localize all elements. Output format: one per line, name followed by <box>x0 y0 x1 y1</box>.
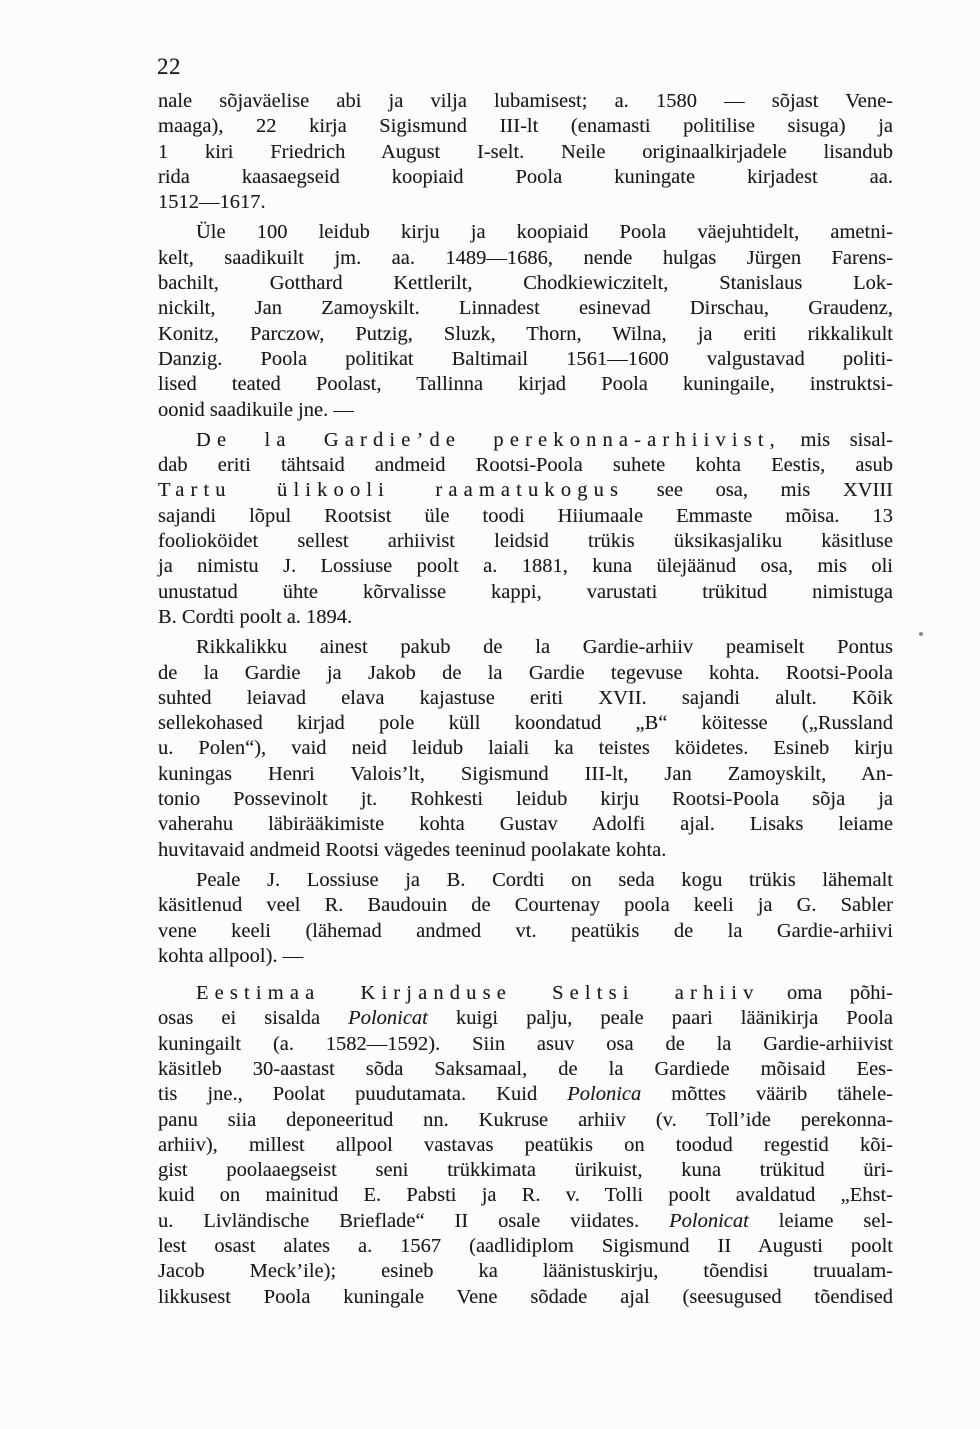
text-line <box>158 1057 893 1082</box>
text-line <box>158 838 893 863</box>
text-line <box>158 661 893 686</box>
text-line <box>158 271 893 296</box>
text-line <box>158 981 893 1006</box>
text-line <box>158 504 893 529</box>
text-line <box>158 554 893 579</box>
text-line <box>158 868 893 893</box>
text-line <box>158 1032 893 1057</box>
text-segment: sellekohased kirjad pole küll koondatud „B“ köitesse („Russland <box>158 712 893 735</box>
text-segment: kuningas Henri Valois’lt, Sigismund III-lt, Jan Zamoyskilt, An- <box>158 762 893 785</box>
text-segment: suhted leiavad elava kajastuse eriti XVII. sajandi alult. Kõik <box>158 686 893 709</box>
text-segment: tis jne., Poolat puudutamata. Kuid <box>158 1083 568 1106</box>
text-segment: likkusest Poola kuningale Vene sõdade ajal (seesugused tõendised <box>158 1285 893 1308</box>
letterspaced-text: Eestimaa Kirjanduse Seltsi arhiiv <box>196 982 760 1005</box>
text-segment: käsitlenud veel R. Baudouin de Courtenay poola keeli ja G. Sabler <box>158 894 893 917</box>
text-line <box>158 1133 893 1158</box>
text-line <box>158 580 893 605</box>
text-segment: mis sisal- <box>780 428 893 451</box>
text-segment: foolioköidet sellest arhiivist leidsid trükis üksikasjaliku käsitluse <box>158 530 893 553</box>
text-line <box>158 398 893 423</box>
letterspaced-text: De la Gardie’de perekonna-arhiivist, <box>196 428 781 451</box>
text-segment: u. Livländische Brieflade“ II osale viidates. <box>158 1209 670 1232</box>
text-segment: käsitleb 30-aastast sõda Saksamaal, de la Gardiede mõisaid Ees- <box>158 1057 893 1080</box>
text-segment: Jacob Meck’ile); esineb ka läänistuskirju, tõendisi truualam- <box>158 1260 893 1283</box>
text-segment: arhiiv), millest allpool vastavas peatükis on toodud regestid kõi- <box>158 1133 893 1156</box>
text-line <box>158 1209 893 1234</box>
scan-speck <box>919 632 923 636</box>
text-line <box>158 322 893 347</box>
text-line <box>158 114 893 139</box>
text-segment: kohta allpool). — <box>158 944 304 967</box>
text-line <box>158 711 893 736</box>
text-line <box>158 140 893 165</box>
italic-text: Polonicat <box>348 1007 428 1030</box>
text-segment: kelt, saadikuilt jm. aa. 1489—1686, nende hulgas Jürgen Farens- <box>158 246 893 269</box>
text-line <box>158 1285 893 1310</box>
text-line <box>158 347 893 372</box>
paragraph <box>158 220 893 422</box>
text-line <box>158 893 893 918</box>
text-segment: kuigi palju, peale paari läänikirja Poola <box>427 1007 893 1030</box>
text-segment: vaherahu läbirääkimiste kohta Gustav Adolfi ajal. Lisaks leiame <box>158 813 893 836</box>
text-segment: dab eriti tähtsaid andmeid Rootsi-Poola suhete kohta Eestis, asub <box>158 454 893 477</box>
text-line <box>158 372 893 397</box>
text-line <box>158 246 893 271</box>
text-line <box>158 787 893 812</box>
text-segment: Üle 100 leidub kirju ja koopiaid Poola väejuhtidelt, ametni- <box>196 221 893 244</box>
text-segment: 1 kiri Friedrich August I-selt. Neile originaalkirjadele lisandub <box>158 140 893 163</box>
text-segment: nickilt, Jan Zamoyskilt. Linnadest esinevad Dirschau, Graudenz, <box>158 297 893 320</box>
text-segment: lised teated Poolast, Tallinna kirjad Poola kuningaile, instruktsi- <box>158 373 893 396</box>
text-line <box>158 428 893 453</box>
text-line <box>158 1082 893 1107</box>
text-segment: rida kaasaegseid koopiaid Poola kuningate kirjadest aa. <box>158 165 893 188</box>
text-line <box>158 529 893 554</box>
text-segment: B. Cordti poolt a. 1894. <box>158 605 353 628</box>
page-number: 22 <box>157 54 181 79</box>
text-line <box>158 296 893 321</box>
paragraph <box>158 635 893 863</box>
text-segment: Danzig. Poola politikat Baltimail 1561—1600 valgustavad politi- <box>158 347 893 370</box>
text-line <box>158 1108 893 1133</box>
text-line <box>158 89 893 114</box>
text-segment: osas ei sisalda <box>158 1007 349 1030</box>
text-line <box>158 1183 893 1208</box>
text-line <box>158 190 893 215</box>
text-segment: leiame sel- <box>748 1209 893 1232</box>
italic-text: Polonicat <box>669 1209 749 1232</box>
text-line <box>158 686 893 711</box>
text-line <box>158 453 893 478</box>
text-line <box>158 478 893 503</box>
text-segment: vene keeli (lähemad andmed vt. peatükis de la Gardie-arhiivi <box>158 919 893 942</box>
text-segment: oma põhi- <box>759 982 893 1005</box>
paragraph <box>158 868 893 969</box>
text-segment: ja nimistu J. Lossiuse poolt a. 1881, kuna ülejäänud osa, mis oli <box>158 555 893 578</box>
text-segment: Rikkalikku ainest pakub de la Gardie-arhiiv peamiselt Pontus <box>196 636 893 659</box>
text-segment: u. Polen“), vaid neid leidub laiali ka teistes köidetes. Esineb kirju <box>158 737 893 760</box>
text-segment: Peale J. Lossiuse ja B. Cordti on seda kogu trükis lähemalt <box>196 868 893 891</box>
letterspaced-text: Tartu ülikooli raamatukogus <box>158 479 625 502</box>
text-segment: sajandi lõpul Rootsist üle toodi Hiiumaale Emmaste mõisa. 13 <box>158 504 893 527</box>
italic-text: Polonica <box>567 1083 642 1106</box>
text-segment: panu siia deponeeritud nn. Kukruse arhiiv (v. Toll’ide perekonna- <box>158 1108 893 1131</box>
text-line <box>158 762 893 787</box>
text-line <box>158 1234 893 1259</box>
paragraph <box>158 428 893 630</box>
text-block <box>158 89 893 1310</box>
text-segment: maaga), 22 kirja Sigismund III-lt (enamasti politilise sisuga) ja <box>158 115 893 138</box>
text-segment: lest osast alates a. 1567 (aadlidiplom Sigismund II Augusti poolt <box>158 1235 893 1258</box>
text-segment: gist poolaaegseist seni trükkimata ürikuist, kuna trükitud üri- <box>158 1159 893 1182</box>
text-line <box>158 944 893 969</box>
text-line <box>158 919 893 944</box>
text-line <box>158 1006 893 1031</box>
text-segment: see osa, mis XVIII <box>624 479 893 502</box>
paragraph <box>158 981 893 1310</box>
text-segment: 1512—1617. <box>158 191 266 214</box>
text-segment: unustatud ühte kõrvalisse kappi, varustati trükitud nimistuga <box>158 580 893 603</box>
text-segment: tonio Possevinolt jt. Rohkesti leidub kirju Rootsi-Poola sõja ja <box>158 788 893 811</box>
text-line <box>158 736 893 761</box>
text-line <box>158 1158 893 1183</box>
text-segment: mõttes väärib tähele- <box>641 1083 893 1106</box>
text-line <box>158 635 893 660</box>
text-line <box>158 812 893 837</box>
text-segment: oonid saadikuile jne. — <box>158 398 354 421</box>
text-segment: Konitz, Parczow, Putzig, Sluzk, Thorn, Wilna, ja eriti rikkalikult <box>158 322 893 345</box>
text-line <box>158 165 893 190</box>
text-segment: bachilt, Gotthard Kettlerilt, Chodkiewiczitelt, Stanislaus Lok- <box>158 272 893 295</box>
text-segment: de la Gardie ja Jakob de la Gardie tegevuse kohta. Rootsi-Poola <box>158 661 893 684</box>
paragraph <box>158 89 893 215</box>
text-segment: nale sõjaväelise abi ja vilja lubamisest; a. 1580 — sõjast Vene- <box>158 90 893 112</box>
text-line <box>158 1259 893 1284</box>
text-segment: kuid on mainitud E. Pabsti ja R. v. Tolli poolt avaldatud „Ehst- <box>158 1184 893 1207</box>
text-segment: huvitavaid andmeid Rootsi vägedes teeninud poolakate kohta. <box>158 838 667 861</box>
text-line <box>158 605 893 630</box>
text-segment: kuningailt (a. 1582—1592). Siin asuv osa de la Gardie-arhiivist <box>158 1032 893 1055</box>
text-line <box>158 220 893 245</box>
